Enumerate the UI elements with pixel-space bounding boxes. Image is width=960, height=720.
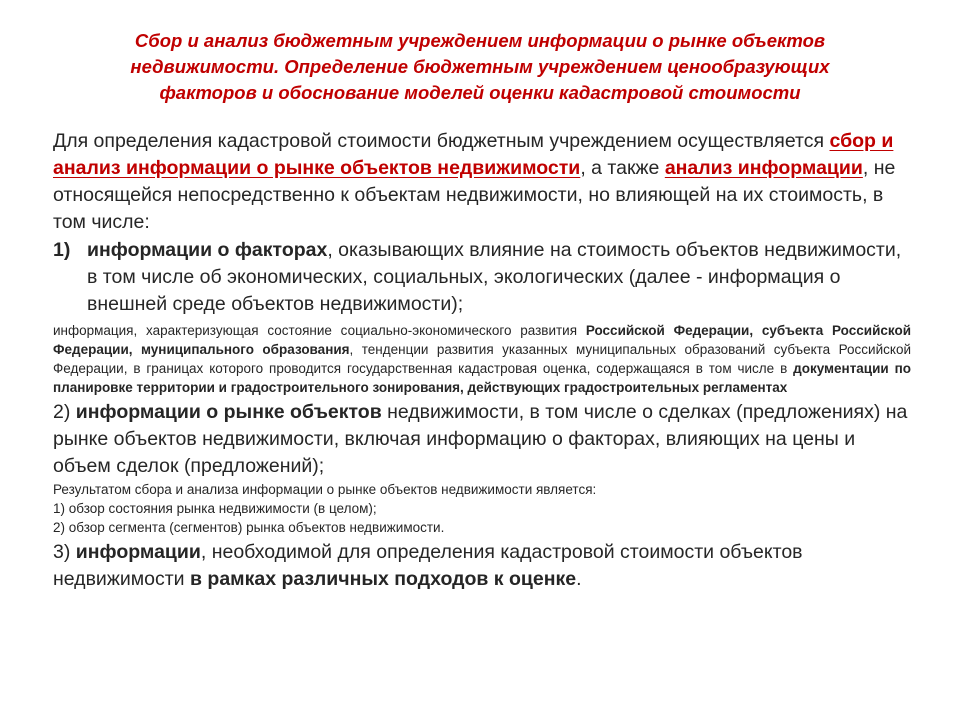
note-2-line-3: 2) обзор сегмента (сегментов) рынка объектов недвижимости. <box>53 520 445 535</box>
note-1-bold-2: документации по планировке территории и градостроительного зонирования, действующих градостроительных регламентах <box>53 361 911 395</box>
list-item-2-text: недвижимости, в том числе о сделках (предложениях) на рынке объектов недвижимости, включая информацию о факторах, влияющих на цены и объем сделок (предложений); <box>53 401 908 477</box>
note-1-bold-1: Российской Федерации, субъекта Российской Федерации, муниципального образования <box>53 323 911 357</box>
note-market-analysis <box>53 480 911 537</box>
title-line-2: недвижимости. Определение бюджетным учреждением ценообразующих <box>130 56 830 77</box>
list-item-2-bold: информации о рынке объектов <box>75 401 382 423</box>
intro-highlight-market-info: сбор и анализ информации о рынке объектов недвижимости <box>53 130 894 179</box>
note-2-line-2: 1) обзор состояния рынка недвижимости (в целом); <box>53 501 377 516</box>
list-item-3-bold-1: информации <box>75 541 201 563</box>
list-item-1 <box>53 237 911 318</box>
list-item-3-end: . <box>576 568 582 590</box>
note-1-text-2: , тенденции развития указанных муниципальных образований субъекта Российской Федерации, в границах которого проводится государственная кадастровая оценка, содержащаяся в том числе в <box>53 342 911 376</box>
list-item-2 <box>53 399 911 480</box>
intro-paragraph <box>53 128 911 236</box>
note-1-text-1: информация, характеризующая состояние социально-экономического развития <box>53 323 586 338</box>
list-item-1-bold: информации о факторах <box>87 239 328 261</box>
list-item-3-number: 3) <box>53 541 76 563</box>
intro-highlight-analysis: анализ информации <box>664 157 863 179</box>
list-item-3-bold-2: в рамках различных подходов к оценке <box>190 568 577 590</box>
intro-text-2: , а также <box>580 157 665 179</box>
list-item-1-text: , оказывающих влияние на стоимость объектов недвижимости, в том числе об экономических, социальных, экологических (далее - информация о внешней среде объектов недвижимости); <box>87 239 902 315</box>
slide-body <box>53 128 911 593</box>
title-line-1: Сбор и анализ бюджетным учреждением информации о рынке объектов <box>134 30 826 51</box>
list-item-1-number: 1) <box>53 239 71 261</box>
title-line-3: факторов и обоснование моделей оценки кадастровой стоимости <box>159 82 801 103</box>
list-item-3-text: , необходимой для определения кадастровой стоимости объектов недвижимости <box>53 541 803 590</box>
note-2-line-1: Результатом сбора и анализа информации о рынке объектов недвижимости является: <box>53 482 597 497</box>
list-item-2-number: 2) <box>53 401 76 423</box>
intro-text-3: , не относящейся непосредственно к объектам недвижимости, но влияющей на их стоимость, в том числе: <box>53 157 896 233</box>
intro-text-1: Для определения кадастровой стоимости бюджетным учреждением осуществляется <box>53 130 830 152</box>
note-socioeconomic <box>53 321 911 397</box>
slide-title <box>60 28 900 106</box>
list-item-3 <box>53 539 911 593</box>
